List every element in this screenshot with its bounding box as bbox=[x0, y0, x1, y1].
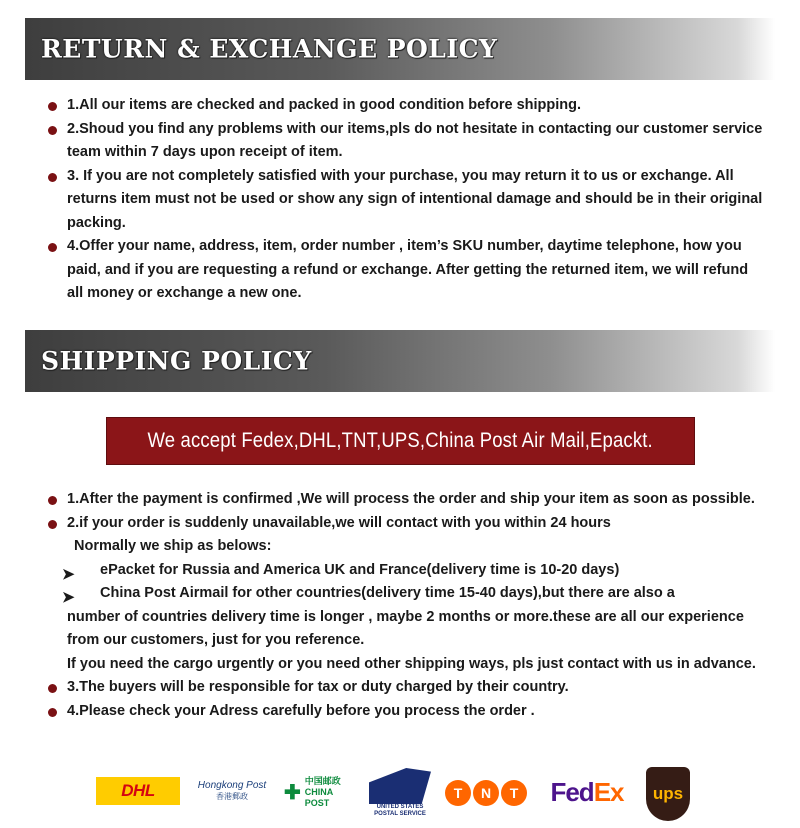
arrow-right-icon: ➤ bbox=[62, 589, 75, 606]
carrier-logos bbox=[90, 765, 710, 825]
hongkong-post-logo: Hongkong Post 香港郵政 bbox=[197, 780, 267, 801]
shipping-way-epacket: ➤ ePacket for Russia and America UK and France(delivery time is 10-20 days) bbox=[62, 559, 768, 583]
bullet-icon bbox=[48, 126, 57, 135]
list-item: 3.The buyers will be responsible for tax or duty charged by their country. bbox=[48, 676, 768, 700]
shipping-ways-intro: Normally we ship as belows: bbox=[74, 538, 272, 554]
list-item: 1.All our items are checked and packed in good condition before shipping. bbox=[48, 94, 768, 118]
bullet-icon bbox=[48, 496, 57, 505]
arrow-right-icon: ➤ bbox=[62, 565, 75, 583]
china-post-icon: ✚ bbox=[284, 781, 301, 804]
shipping-way-china-post-cont: number of countries delivery time is longer , maybe 2 months or more.these are all our experience from our customers, just for you reference. bbox=[67, 608, 744, 648]
shipping-way-china-post: ➤ China Post Airmail for other countries(delivery time 15-40 days),but there are also a bbox=[62, 582, 768, 606]
bullet-icon bbox=[48, 708, 57, 717]
bullet-icon bbox=[48, 173, 57, 182]
list-item: 3. If you are not completely satisfied with your purchase, you may return it to us or exchange. All returns item must not be used or show any sign of intentional damage and should be in their original packing. bbox=[48, 165, 768, 236]
bullet-icon bbox=[48, 684, 57, 693]
return-policy-title: RETURN & EXCHANGE POLICY bbox=[41, 34, 498, 64]
list-item: 2.if your order is suddenly unavailable,we will contact with you within 24 hours Normally we ship as belows: ➤ ePacket for Russia and America UK and France(delivery time is 10-20 days) ➤ China Post Airmail for other countries(delivery time 15-40 days),but there are also a number of countries delivery time is longer , maybe 2 months or more.these are all our experience from our customers, just for you reference. If you need the cargo urgently or you need other shipping ways, pls just contact with us in advance. bbox=[48, 512, 768, 677]
urgent-note: If you need the cargo urgently or you need other shipping ways, pls just contact with us in advance. bbox=[67, 655, 756, 672]
bullet-icon bbox=[48, 243, 57, 252]
bullet-icon bbox=[48, 102, 57, 111]
ups-logo: ups bbox=[646, 767, 690, 821]
accepted-carriers-banner bbox=[106, 417, 695, 465]
bullet-icon bbox=[48, 520, 57, 529]
accepted-carriers-text: We accept Fedex,DHL,TNT,UPS,China Post Air Mail,Epackt. bbox=[147, 429, 654, 452]
tnt-logo: T N T bbox=[442, 777, 530, 809]
dhl-logo: DHL bbox=[96, 777, 180, 805]
return-policy-banner bbox=[25, 18, 775, 80]
list-item: 2.Shoud you find any problems with our items,pls do not hesitate in contacting our customer service team within 7 days upon receipt of item. bbox=[48, 118, 768, 165]
return-policy-list bbox=[48, 94, 768, 306]
list-item: 4.Please check your Adress carefully before you process the order . bbox=[48, 700, 768, 724]
usps-eagle-icon bbox=[369, 768, 431, 804]
shipping-policy-list bbox=[48, 488, 768, 723]
shipping-policy-banner bbox=[25, 330, 775, 392]
list-item: 1.After the payment is confirmed ,We will process the order and ship your item as soon as possible. bbox=[48, 488, 768, 512]
shipping-policy-title: SHIPPING POLICY bbox=[41, 346, 312, 376]
china-post-logo: ✚ 中国邮政 CHINA POST bbox=[284, 775, 341, 808]
usps-logo: UNITED STATES POSTAL SERVICE bbox=[368, 767, 432, 819]
list-item: 4.Offer your name, address, item, order number , item’s SKU number, daytime telephone, how you paid, and if you are requesting a refund or exchange. After getting the returned item, we will refund all money or exchange a new one. bbox=[48, 235, 768, 306]
fedex-logo: Fed Ex bbox=[550, 776, 624, 807]
